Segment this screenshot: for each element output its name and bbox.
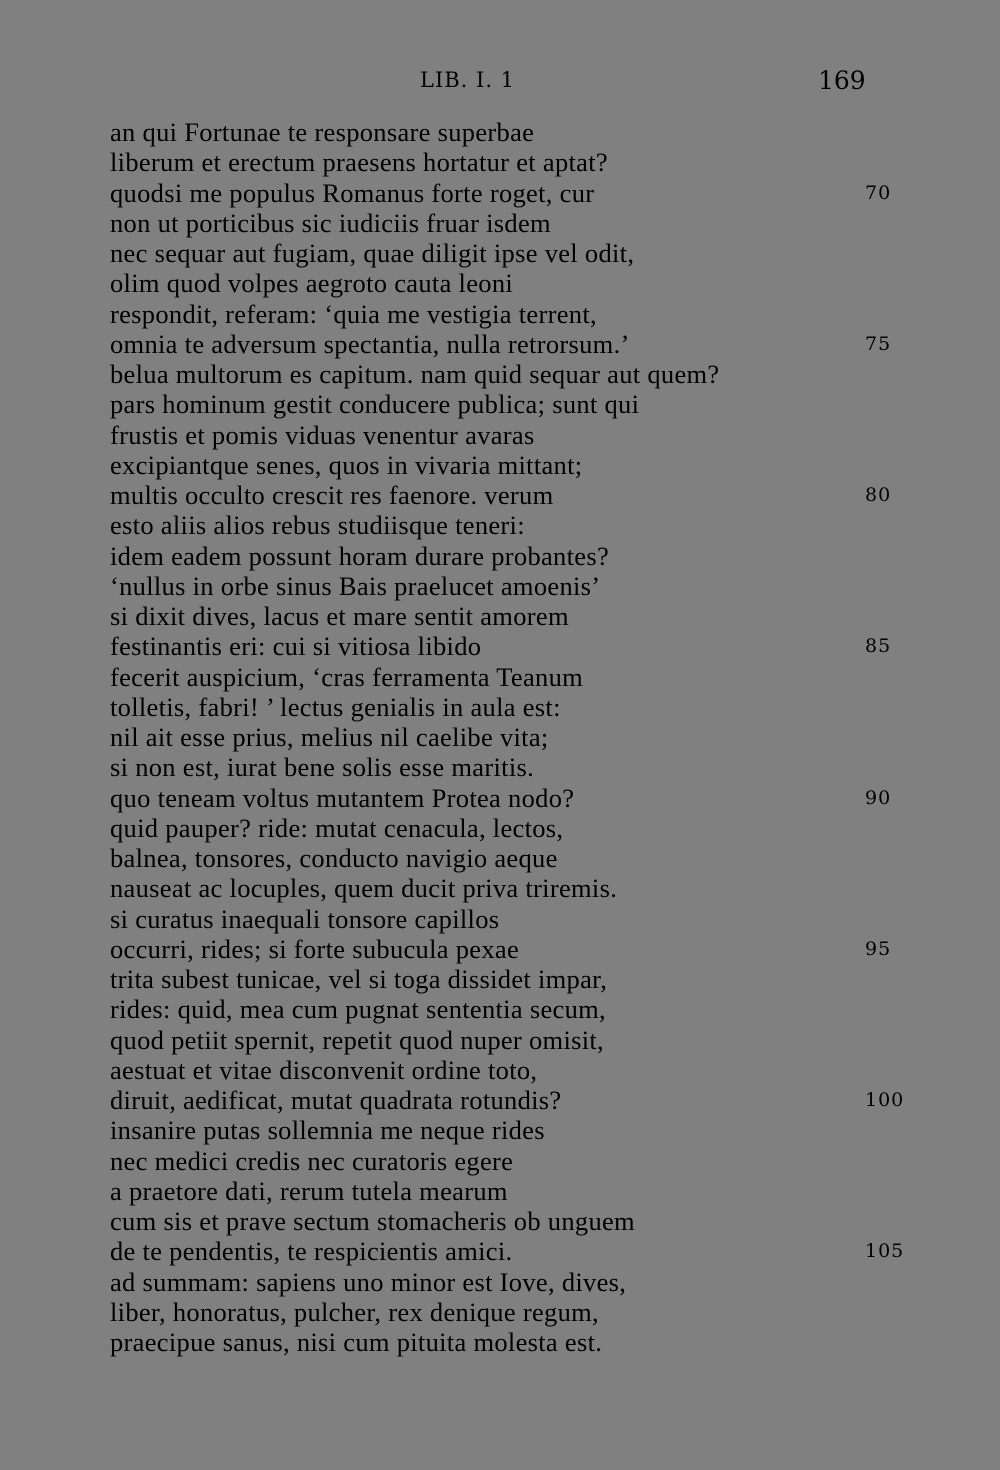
verse-text: quod petiit spernit, repetit quod nuper omisit, [110,1024,604,1055]
verse-line [110,117,990,147]
verse-line [110,268,990,298]
verse-text: praecipue sanus, nisi cum pituita molesta est. [110,1327,603,1357]
verse-text: tolletis, fabri! ’ lectus genialis in aula est: [110,691,561,722]
verse-text: aestuat et vitae disconvenit ordine toto, [110,1054,538,1085]
verse-text: fecerit auspicium, ‘cras ferramenta Teanum [110,661,584,692]
verse-text: diruit, aedificat, mutat quadrata rotundis? [110,1085,562,1115]
verse-line [110,1085,990,1115]
verse-line [110,329,990,359]
page-number: 169 [818,66,866,95]
verse-line [110,1236,990,1266]
verse-text: quid pauper? ride: mutat cenacula, lectos, [110,812,564,843]
verse-text: balnea, tonsores, conducto navigio aeque [110,843,558,873]
verse-text: nil ait esse prius, melius nil caelibe vita; [110,722,549,752]
verse-line [110,1267,990,1297]
verse-text: trita subest tunicae, vel si toga dissidet impar, [110,964,608,994]
verse-text: si curatus inaequali tonsore capillos [110,903,500,934]
verse-line [110,904,990,934]
verse-line [110,783,990,813]
verse-text: insanire putas sollemnia me neque rides [110,1115,545,1146]
verse-line [110,1115,990,1145]
verse-text: si non est, iurat bene solis esse maritis. [110,752,535,783]
verse-text: si dixit dives, lacus et mare sentit amorem [110,601,569,631]
verse-line [110,601,990,631]
verse-text: nec medici credis nec curatoris egere [110,1145,514,1176]
verse-line [110,420,990,450]
verse-line [110,238,990,268]
verse-text: nauseat ac locuples, quem ducit priva triremis. [110,873,618,904]
verse-line [110,541,990,571]
verse-text: belua multorum es capitum. nam quid sequar aut quem? [110,359,720,389]
line-number: 70 [865,181,892,204]
line-number: 90 [865,786,892,809]
verse-line [110,722,990,752]
verse-line [110,450,990,480]
verse-line [110,964,990,994]
verse-line [110,389,990,419]
verse-text: esto aliis alios rebus studiisque teneri: [110,510,525,541]
verse-text: liber, honoratus, pulcher, rex denique regum, [110,1296,599,1327]
verse-line [110,662,990,692]
verse-line [110,631,990,661]
verse-text: ad summam: sapiens uno minor est Iove, dives, [110,1266,627,1297]
verse-line [110,1025,990,1055]
verse-text: quodsi me populus Romanus forte roget, cur [110,177,595,208]
verse-line [110,1327,990,1357]
running-head-title: LIB. I. 1 [420,68,516,92]
line-number: 85 [865,635,892,658]
verse-line [110,843,990,873]
verse-text: a praetore dati, rerum tutela mearum [110,1175,508,1206]
line-number: 105 [865,1240,905,1263]
verse-line [110,571,990,601]
verse-text: olim quod volpes aegroto cauta leoni [110,268,514,299]
verse-text: nec sequar aut fugiam, quae diligit ipse vel odit, [110,238,635,268]
verse-text: frustis et pomis viduas venentur avaras [110,419,535,450]
verse-text: ‘nullus in orbe sinus Bais praelucet amoenis’ [110,570,601,601]
verse-line [110,299,990,329]
verse-text: multis occulto crescit res faenore. verum [110,480,554,510]
verse-text: occurri, rides; si forte subucula pexae [110,933,520,964]
verse-line [110,1297,990,1327]
verse-text: non ut porticibus sic iudiciis fruar isdem [110,207,551,238]
running-head [0,68,1000,102]
verse-line [110,1206,990,1236]
verse-text: idem eadem possunt horam durare probantes? [110,540,610,571]
verse-line [110,178,990,208]
verse-line [110,147,990,177]
verse-line [110,480,990,510]
verse-line [110,1146,990,1176]
verse-line [110,510,990,540]
line-number: 75 [865,332,892,355]
verse-line [110,359,990,389]
verse-text: an qui Fortunae te responsare superbae [110,117,535,147]
verse-text: respondit, referam: ‘quia me vestigia terrent, [110,298,597,329]
verse-line [110,813,990,843]
line-number: 80 [865,484,892,506]
verse-line [110,873,990,903]
verse-text: rides: quid, mea cum pugnat sententia secum, [110,994,606,1025]
verse-text: quo teneam voltus mutantem Protea nodo? [110,782,575,813]
verse-text: excipiantque senes, quos in vivaria mittant; [110,449,583,480]
verse-text: pars hominum gestit conducere publica; sunt qui [110,389,640,420]
verse-line [110,692,990,722]
verse-line [110,1176,990,1206]
verse-line [110,934,990,964]
poem-text [110,117,990,1357]
verse-line [110,208,990,238]
verse-line [110,1055,990,1085]
verse-text: cum sis et prave sectum stomacheris ob unguem [110,1206,635,1236]
verse-text: de te pendentis, te respicientis amici. [110,1236,513,1267]
verse-line [110,752,990,782]
line-number: 100 [865,1089,905,1111]
verse-text: liberum et erectum praesens hortatur et aptat? [110,147,608,178]
line-number: 95 [865,937,892,960]
verse-text: omnia te adversum spectantia, nulla retrorsum.’ [110,328,630,359]
verse-text: festinantis eri: cui si vitiosa libido [110,631,482,662]
verse-line [110,994,990,1024]
